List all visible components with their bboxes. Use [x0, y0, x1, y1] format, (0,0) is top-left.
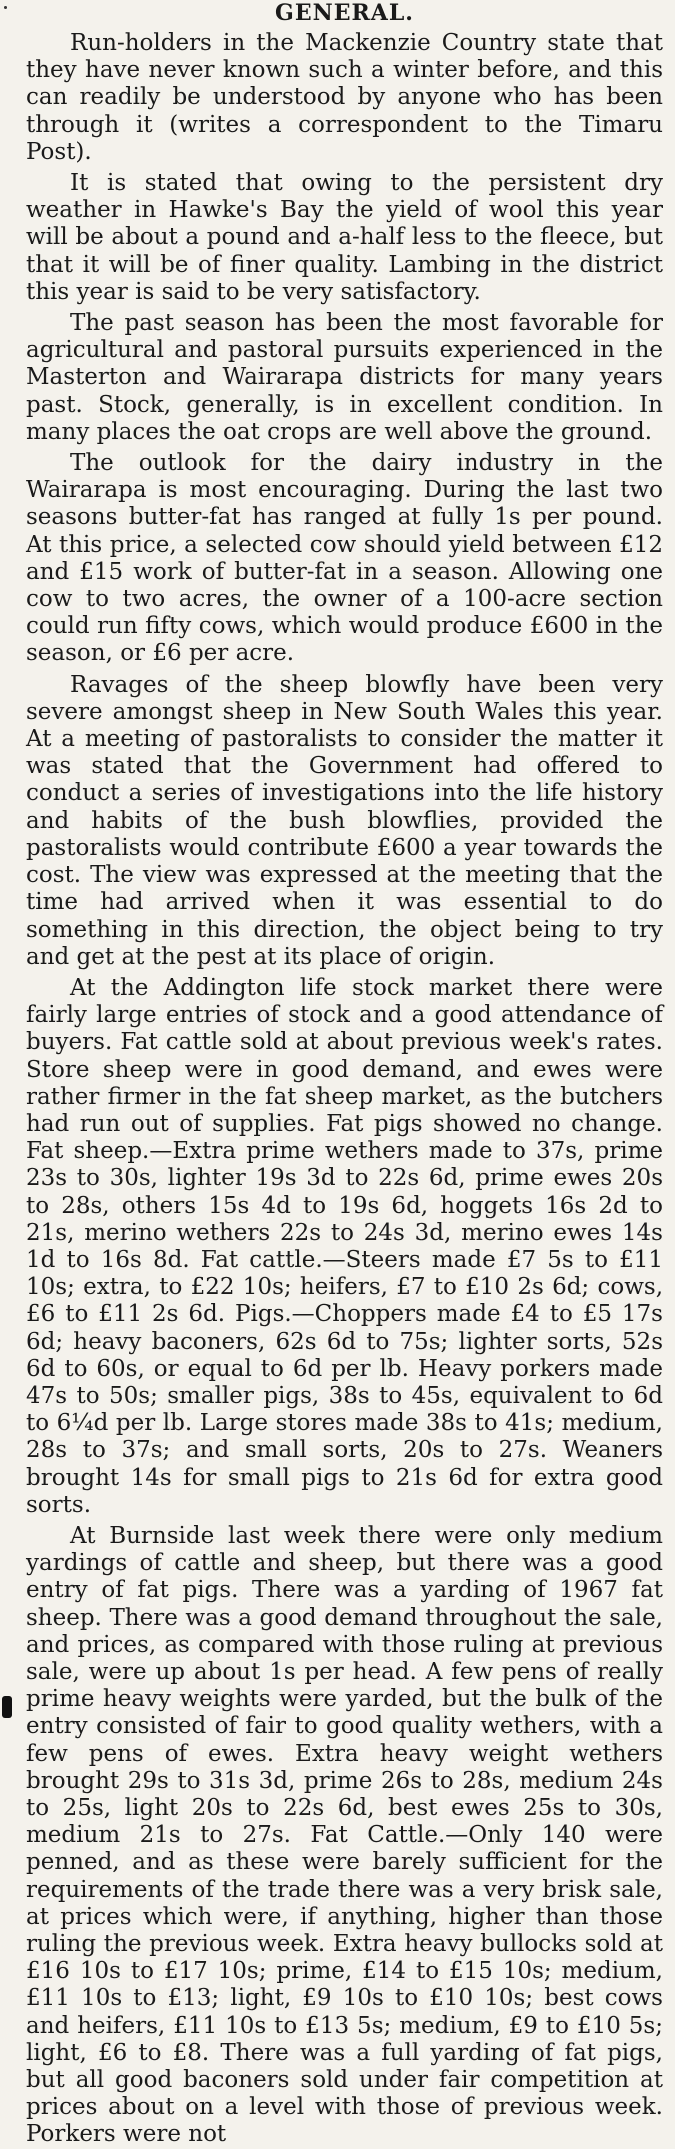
ink-blot: [2, 1696, 12, 1718]
article-paragraph: At the Addington life stock market there were fairly large entries of stock and a good attendance of buyers. Fat cattle sold at about previous week's rates. Store sheep were in good demand, and ewes were rather firmer in the fat sheep market, as the butchers had run out of supplies. Fat pigs showed no change. Fat sheep.—Extra prime wethers made to 37s, prime 23s to 30s, lighter 19s 3d to 22s 6d, prime ewes 20s to 28s, others 15s 4d to 19s 6d, hoggets 16s 2d to 21s, merino wethers 22s to 24s 3d, merino ewes 14s 1d to 16s 8d. Fat cattle.—Steers made £7 5s to £11 10s; extra, to £22 10s; heifers, £7 to £10 2s 6d; cows, £6 to £11 2s 6d. Pigs.—Choppers made £4 to £5 17s 6d; heavy baconers, 62s 6d to 75s; lighter sorts, 52s 6d to 60s, or equal to 6d per lb. Heavy porkers made 47s to 50s; smaller pigs, 38s to 45s, equivalent to 6d to 6¼d per lb. Large stores made 38s to 41s; medium, 28s to 37s; and small sorts, 20s to 27s. Weaners brought 14s for small pigs to 21s 6d for extra good sorts.: [26, 974, 663, 1518]
article-paragraph: At Burnside last week there were only medium yardings of cattle and sheep, but there was a good entry of fat pigs. There was a yarding of 1967 fat sheep. There was a good demand throughout the sale, and prices, as compared with those ruling at previous sale, were up about 1s per head. A few pens of really prime heavy weights were yarded, but the bulk of the entry consisted of fair to good quality wethers, with a few pens of ewes. Extra heavy weight wethers brought 29s to 31s 3d, prime 26s to 28s, medium 24s to 25s, light 20s to 22s 6d, best ewes 25s to 30s, medium 21s to 27s. Fat Cattle.—Only 140 were penned, and as these were barely sufficient for the requirements of the trade there was a very brisk sale, at prices which were, if anything, higher than those ruling the previous week. Extra heavy bullocks sold at £16 10s to £17 10s; prime, £14 to £15 10s; medium, £11 10s to £13; light, £9 10s to £10 10s; best cows and heifers, £11 10s to £13 5s; medium, £9 to £10 5s; light, £6 to £8. There was a full yarding of fat pigs, but all good baconers sold under fair competition at prices about on a level with those of previous week. Porkers were not: [26, 1522, 663, 2148]
section-heading: GENERAL.: [275, 0, 414, 26]
article-paragraph: The past season has been the most favorable for agricultural and pastoral pursuits experienced in the Masterton and Wairarapa districts for many years past. Stock, generally, is in excellent condition. In many places the oat crops are well above the ground.: [26, 310, 663, 445]
article-paragraph: The outlook for the dairy industry in the Wairarapa is most encouraging. During the last two seasons butter-fat has ranged at fully 1s per pound. At this price, a selected cow should yield between £12 and £15 work of butter-fat in a season. Allowing one cow to two acres, the owner of a 100-acre section could run fifty cows, which would produce £600 in the season, or £6 per acre.: [26, 450, 663, 667]
article-paragraph: It is stated that owing to the persistent dry weather in Hawke's Bay the yield of wool this year will be about a pound and a-half less to the fleece, but that it will be of finer quality. Lambing in the district this year is said to be very satisfactory.: [26, 170, 663, 305]
article-paragraph: Run-holders in the Mackenzie Country state that they have never known such a winter before, and this can readily be understood by anyone who has been through it (writes a correspondent to the Timaru Post).: [26, 30, 663, 165]
article-paragraph: Ravages of the sheep blowfly have been very severe amongst sheep in New South Wales this year. At a meeting of pastoralists to consider the matter it was stated that the Government had offered to conduct a series of investigations into the life history and habits of the bush blowflies, provided the pastoralists would contribute £600 a year towards the cost. The view was expressed at the meeting that the time had arrived when it was essential to do something in this direction, the object being to try and get at the pest at its place of origin.: [26, 671, 663, 970]
print-speck: [4, 6, 7, 9]
